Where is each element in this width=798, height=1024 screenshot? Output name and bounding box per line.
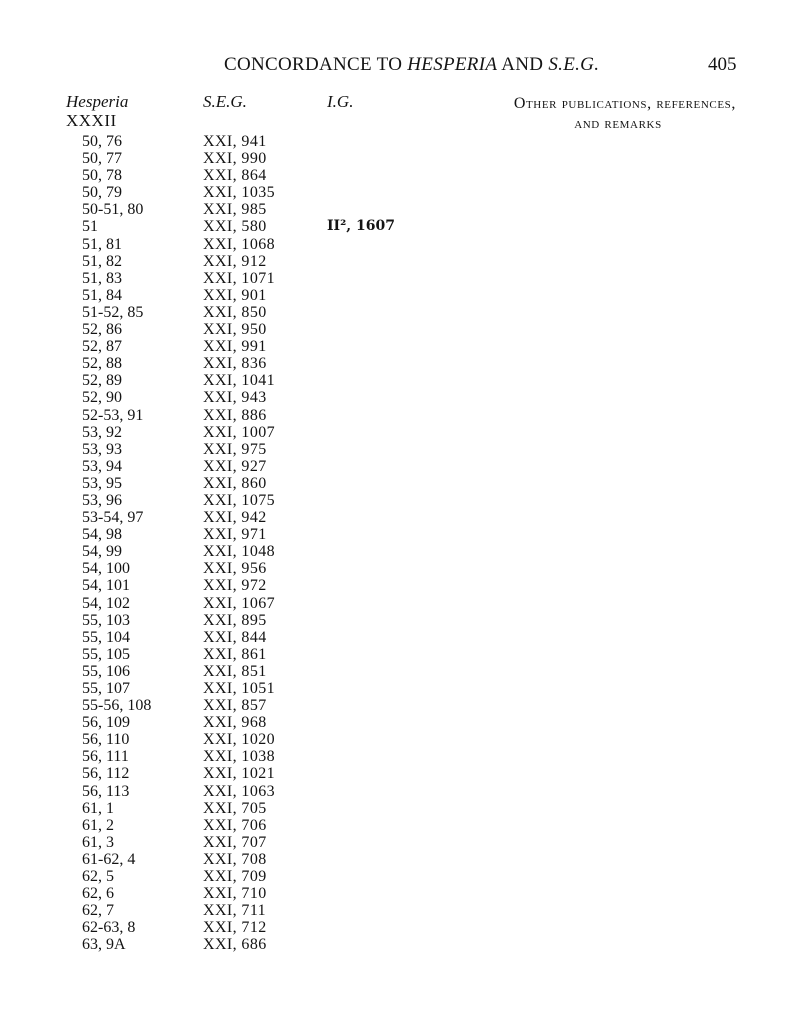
column-header-ig: I.G. [327,92,354,111]
cell-seg: XXI, 864 [203,167,267,185]
title-mid: AND [497,54,549,75]
cell-seg: XXI, 1063 [203,782,276,800]
table-row [0,783,798,800]
cell-hesperia: 53, 92 [82,423,122,441]
cell-seg: XXI, 956 [203,560,267,578]
cell-seg: XXI, 851 [203,662,267,680]
table-row [0,851,798,868]
table-row [0,270,798,287]
cell-hesperia: 52-53, 91 [82,406,144,424]
table-row [0,765,798,782]
cell-hesperia: 61, 2 [82,816,114,834]
table-row [0,612,798,629]
table-row [0,492,798,509]
cell-hesperia: 56, 113 [82,782,130,800]
table-row [0,424,798,441]
cell-seg: XXI, 1051 [203,680,276,697]
table-row [0,663,798,680]
cell-seg: XXI, 1038 [203,748,276,766]
title-journal: HESPERIA [407,54,498,75]
cell-hesperia: 51, 84 [82,286,122,304]
page-number: 405 [708,54,737,75]
table-row [0,834,798,851]
table-row [0,407,798,424]
cell-seg: XXI, 686 [203,936,267,954]
table-row [0,389,798,406]
cell-seg: XXI, 836 [203,355,267,373]
cell-seg: XXI, 886 [203,406,267,424]
table-row [0,919,798,936]
running-head [0,54,798,80]
cell-hesperia: 50, 76 [82,133,122,150]
table-row [0,287,798,304]
cell-hesperia: 55, 107 [82,680,130,697]
cell-seg: XXI, 971 [203,526,267,544]
cell-hesperia: 53-54, 97 [82,509,144,527]
cell-seg: XXI, 705 [203,799,267,817]
table-row [0,304,798,321]
cell-seg: XXI, 712 [203,919,267,937]
table-row [0,560,798,577]
cell-hesperia: 62, 6 [82,885,114,903]
column-header-other-line2: and remarks [574,115,662,132]
cell-seg: XXI, 901 [203,286,267,304]
cell-seg: XXI, 709 [203,868,267,886]
table-row [0,817,798,834]
cell-seg: XXI, 857 [203,697,267,715]
cell-seg: XXI, 975 [203,440,267,458]
cell-hesperia: 52, 88 [82,355,122,373]
cell-hesperia: 54, 101 [82,577,130,595]
cell-hesperia: 52, 87 [82,338,122,356]
cell-seg: XXI, 990 [203,150,267,168]
cell-seg: XXI, 861 [203,645,267,663]
cell-seg: XXI, 968 [203,714,267,732]
cell-hesperia: 53, 96 [82,491,122,509]
cell-hesperia: 50, 78 [82,167,122,185]
cell-hesperia: 62, 7 [82,902,114,920]
column-header-other [440,94,736,134]
cell-hesperia: 55, 105 [82,645,130,663]
cell-seg: XXI, 1068 [203,235,276,253]
table-row [0,372,798,389]
cell-seg: XXI, 1035 [203,184,276,202]
table-row [0,868,798,885]
cell-hesperia: 51 [82,218,98,236]
cell-seg: XXI, 707 [203,833,267,851]
column-header-other-line1: Other publications, references, [513,95,736,112]
table-row [0,731,798,748]
table-row [0,697,798,714]
cell-hesperia: 50, 77 [82,150,122,168]
cell-seg: XXI, 950 [203,321,267,339]
table-row [0,577,798,594]
table-row [0,441,798,458]
cell-hesperia: 56, 112 [82,765,130,783]
table-row [0,236,798,253]
cell-hesperia: 51, 81 [82,235,122,253]
cell-seg: XXI, 850 [203,303,267,321]
cell-hesperia: 52, 86 [82,321,122,339]
cell-seg: XXI, 1067 [203,594,276,612]
table-row [0,150,798,167]
cell-seg: XXI, 1071 [203,269,276,287]
table-row [0,475,798,492]
table-row [0,902,798,919]
cell-hesperia: 51, 83 [82,269,122,287]
cell-ig: II², 1607 [327,218,395,235]
cell-hesperia: 56, 111 [82,748,129,766]
cell-hesperia: 53, 93 [82,440,122,458]
cell-hesperia: 54, 102 [82,594,130,612]
table-row [0,458,798,475]
concordance-table [0,133,798,954]
cell-seg: XXI, 711 [203,902,267,920]
cell-hesperia: 62-63, 8 [82,919,136,937]
table-row [0,509,798,526]
table-row [0,714,798,731]
cell-hesperia: 61-62, 4 [82,850,136,868]
page-title [224,54,599,76]
cell-hesperia: 62, 5 [82,868,114,886]
cell-hesperia: 56, 109 [82,714,130,732]
table-row [0,218,798,235]
title-seg: S.E.G. [548,54,600,75]
table-row [0,800,798,817]
volume-label: XXXII [66,111,117,130]
cell-seg: XXI, 895 [203,611,267,629]
cell-hesperia: 56, 110 [82,731,130,749]
cell-seg: XXI, 706 [203,816,267,834]
cell-hesperia: 55, 104 [82,628,130,646]
table-row [0,133,798,150]
title-prefix: CONCORDANCE TO [224,54,408,75]
cell-hesperia: 54, 98 [82,526,122,544]
table-row [0,201,798,218]
column-header-seg: S.E.G. [203,92,247,111]
table-row [0,680,798,697]
cell-hesperia: 52, 90 [82,389,122,407]
cell-hesperia: 51-52, 85 [82,303,144,321]
cell-seg: XXI, 1075 [203,491,276,509]
cell-seg: XXI, 927 [203,457,267,475]
cell-seg: XXI, 942 [203,509,267,527]
column-header-hesperia: Hesperia [66,92,129,111]
cell-hesperia: 61, 3 [82,833,114,851]
table-row [0,885,798,902]
cell-seg: XXI, 943 [203,389,267,407]
cell-hesperia: 51, 82 [82,252,122,270]
table-row [0,595,798,612]
cell-hesperia: 61, 1 [82,799,114,817]
cell-seg: XXI, 708 [203,850,267,868]
cell-hesperia: 54, 99 [82,543,122,561]
table-row [0,321,798,338]
cell-seg: XXI, 1041 [203,372,276,390]
cell-seg: XXI, 1048 [203,543,276,561]
cell-hesperia: 50, 79 [82,184,122,202]
cell-seg: XXI, 1007 [203,423,276,441]
cell-seg: XXI, 844 [203,628,267,646]
cell-hesperia: 53, 94 [82,457,122,475]
cell-hesperia: 55-56, 108 [82,697,152,715]
cell-hesperia: 55, 103 [82,611,130,629]
cell-seg: XXI, 860 [203,474,267,492]
cell-seg: XXI, 580 [203,218,267,236]
cell-hesperia: 63, 9A [82,936,126,954]
cell-seg: XXI, 710 [203,885,267,903]
cell-seg: XXI, 985 [203,201,267,219]
table-row [0,543,798,560]
cell-seg: XXI, 941 [203,133,267,150]
cell-hesperia: 50-51, 80 [82,201,144,219]
table-row [0,748,798,765]
cell-hesperia: 55, 106 [82,662,130,680]
table-row [0,167,798,184]
table-row [0,355,798,372]
table-row [0,629,798,646]
cell-seg: XXI, 912 [203,252,267,270]
cell-hesperia: 52, 89 [82,372,122,390]
cell-hesperia: 53, 95 [82,474,122,492]
table-row [0,338,798,355]
table-row [0,936,798,953]
table-row [0,526,798,543]
cell-hesperia: 54, 100 [82,560,130,578]
table-row [0,184,798,201]
cell-seg: XXI, 1020 [203,731,276,749]
table-row [0,646,798,663]
table-row [0,253,798,270]
cell-seg: XXI, 1021 [203,765,276,783]
cell-seg: XXI, 991 [203,338,267,356]
cell-seg: XXI, 972 [203,577,267,595]
